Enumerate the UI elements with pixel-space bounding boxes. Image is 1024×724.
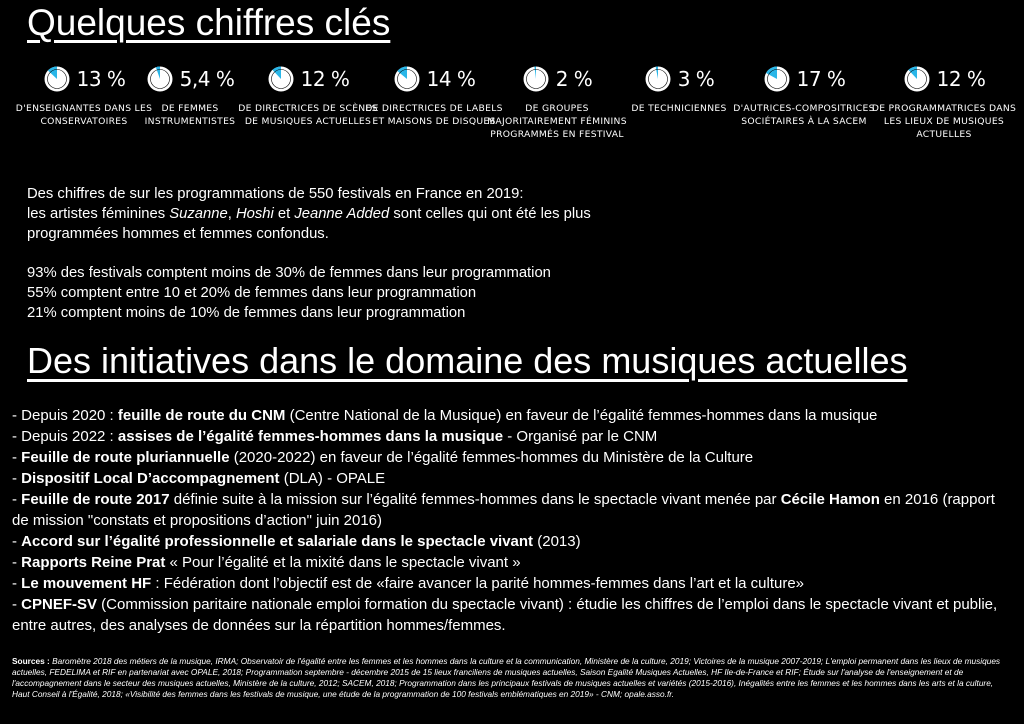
festival-heading: Des chiffres de sur les programmations de 550 festivals en France en 2019: [27,186,524,202]
sources-label: Sources : [12,656,50,666]
text: (2020-2022) en faveur de l’égalité femmes-hommes du Ministère de la Culture [229,449,754,466]
stat-value: 3 % [677,67,715,91]
text: - Depuis 2020 : [12,407,118,424]
sources-footnote [12,656,1012,700]
initiative-name: Dispositif Local D’accompagnement [21,470,280,487]
initiative-item [12,405,1014,426]
initiative-name: feuille de route du CNM [117,407,286,424]
stat-value: 2 % [555,67,593,91]
artist-name: Suzanne [169,206,228,222]
initiative-name: CPNEF-SV [21,596,98,613]
initiatives-list [12,405,1014,636]
text: (Commission paritaire nationale emploi formation du spectacle vivant) : étudie les chiffres de l’emploi dans le spectacle vivant et publie, entre autres, des analyses de données sur la répartition hommes/femmes. [12,596,998,634]
pie-icon [393,65,421,93]
stat-label: D'AUTRICES-COMPOSITRICES SOCIÉTAIRES À LA SACEM [733,103,875,127]
text: les artistes féminines [27,206,170,222]
artist-name: Hoshi [235,206,274,222]
stat-label: DE GROUPES MAJORITAIREMENT FÉMININS PROGRAMMÉS EN FESTIVAL [487,103,627,140]
stat-value: 12 % [936,67,986,91]
initiative-item [12,447,1014,468]
page-title: Quelques chiffres clés [27,2,391,43]
text: - [12,533,22,550]
text: - [12,449,22,466]
stat-label: DE DIRECTRICES DE LABELS ET MAISONS DE DISQUES [365,103,503,127]
initiative-name: Accord sur l’égalité professionnelle et salariale dans le spectacle vivant [21,533,534,550]
pie-icon [644,65,672,93]
initiative-name: Le mouvement HF [21,575,152,592]
stat-label: D'ENSEIGNANTES DANS LES CONSERVATOIRES [15,103,153,127]
stat-value: 13 % [76,67,126,91]
initiative-item [12,552,1014,573]
festival-fact: 93% des festivals comptent moins de 30% de femmes dans leur programmation [27,265,551,281]
initiative-name: assises de l’égalité femmes-hommes dans la musique [117,428,504,445]
initiative-item [12,489,1014,531]
initiative-item [12,594,1014,636]
stat-item [869,62,1019,141]
text: (Centre National de la Musique) en faveur de l’égalité femmes-hommes dans la musique [285,407,878,424]
text: - [12,575,22,592]
pie-icon [146,65,174,93]
festival-artists-line [27,204,647,244]
initiative-name: Feuille de route pluriannuelle [21,449,230,466]
pie-icon [522,65,550,93]
initiative-item [12,573,1014,594]
pie-icon [267,65,295,93]
stat-value: 14 % [426,67,476,91]
text: - Depuis 2022 : [12,428,118,445]
stat-label: DE DIRECTRICES DE SCÈNES DE MUSIQUES ACTUELLES [238,103,378,127]
section-title: Des initiatives dans le domaine des musiques actuelles [27,340,908,381]
festival-fact: 21% comptent moins de 10% de femmes dans leur programmation [27,305,466,321]
text: et [273,206,295,222]
artist-name: Jeanne Added [294,206,390,222]
text: - [12,470,22,487]
pie-icon [763,65,791,93]
text: - [12,554,22,571]
initiative-name: Feuille de route 2017 [21,491,170,508]
festival-figures [27,184,647,323]
stat-value: 5,4 % [179,67,235,91]
initiative-item [12,531,1014,552]
text: : Fédération dont l’objectif est de «faire avancer la parité hommes-femmes dans l’art et la culture» [151,575,805,592]
stat-value: 17 % [796,67,846,91]
text: « Pour l’égalité et la mixité dans le spectacle vivant » [165,554,521,571]
pie-icon [43,65,71,93]
stat-label: DE PROGRAMMATRICES DANS LES LIEUX DE MUSIQUES ACTUELLES [871,103,1017,140]
text: - Organisé par le CNM [503,428,658,445]
stat-item [729,62,879,128]
sources-text: Baromètre 2018 des métiers de la musique, IRMA; Observatoir de l'égalité entre les femmes et les hommes dans la culture et la communication, Ministère de la culture, 2019; Victoires de la musique 2007-2019; L'emploi permanent dans les lieux de musiques actuelles, FEDELIMA et RIF en partenariat avec OPALE, 2018; Programmation septembre - décembre 2015 de 15 lieux franciliens de musiques actuelles, Saison Egalité Musiques Actuelles, HF Ile-de-France et RIF; Étude sur l'analyse de l'enseignement et de l'accompagnement dans le secteur des musiques actuelles, Ministère de la culture, 2012; SACEM, 2018; Programmation dans les principaux festivals de musiques actuelles et variétés (2015-2016), Inégalités entre les femmes et les hommes dans les arts et la culture, Haut Conseil à l'Égalité, 2018; «Visibilité des femmes dans les festivals de musique, une étude de la programmation de 100 festivals emblématiques en 2019» - CNM; opale.asso.fr. [12,656,1001,699]
person-name: Cécile Hamon [780,491,880,508]
text: définie suite à la mission sur l’égalité femmes-hommes dans le spectacle vivant menée par [169,491,781,508]
text: - [12,491,22,508]
text: (DLA) - OPALE [279,470,386,487]
initiative-name: Rapports Reine Prat [21,554,166,571]
festival-fact: 55% comptent entre 10 et 20% de femmes dans leur programmation [27,285,477,301]
pie-icon [903,65,931,93]
initiative-item [12,468,1014,489]
text: (2013) [533,533,581,550]
text: - [12,596,22,613]
text: sont celles qui ont été les plus programmées hommes et femmes confondus. [27,206,591,242]
initiative-item [12,426,1014,447]
stat-label: DE TECHNICIENNES [631,103,727,114]
text: , [227,206,236,222]
stat-value: 12 % [300,67,350,91]
stat-label: DE FEMMES INSTRUMENTISTES [144,103,236,127]
text: en 2016 (rapport de mission "constats et propositions d’action" juin 2016) [12,491,995,529]
